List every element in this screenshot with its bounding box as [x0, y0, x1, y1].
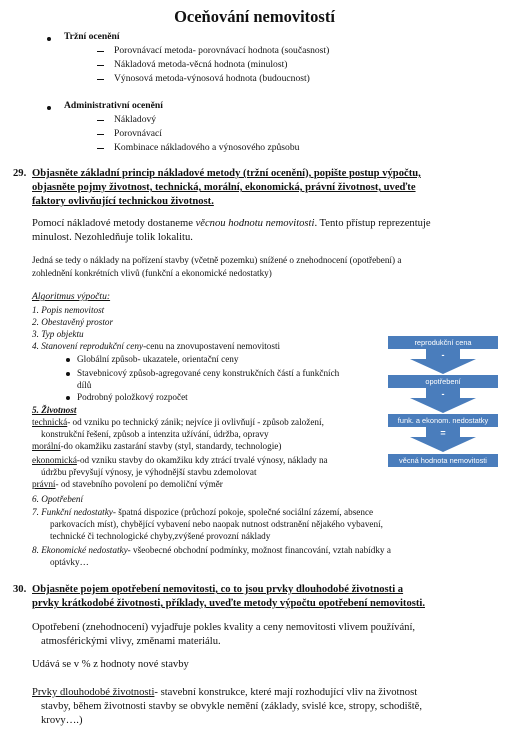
question-number: 29.	[13, 168, 27, 179]
step-bullet: Globální způsob- ukazatele, orientační ceny	[77, 354, 239, 364]
admin-item: Nákladový	[114, 114, 157, 125]
step: technické či technologické chyby,zvýšené provozní náklady	[50, 531, 271, 541]
step: optávky…	[50, 557, 89, 567]
step: 6. Opotřebení	[32, 494, 84, 504]
dash-icon	[97, 51, 104, 52]
bullet-icon	[47, 37, 51, 41]
life-moral: morální-do okamžiku zastarání stavby (styl, standardy, technologie)	[32, 441, 282, 451]
question-29-heading: Objasněte základní princip nákladové metody (tržní ocenění), popište postup výpočtu,	[32, 168, 421, 179]
market-item: Výnosová metoda-výnosová hodnota (budoucnost)	[114, 73, 310, 84]
step: 3. Typ objektu	[32, 329, 84, 339]
step-bullet: Stavebnicový způsob-agregované ceny konstrukčních částí a funkčních	[77, 368, 340, 378]
paragraph: zohlednění konkrétních vlivů (funkční a ekonomické nedostatky)	[32, 268, 272, 278]
bullet-icon	[47, 106, 51, 110]
step: 2. Obestavěný prostor	[32, 317, 114, 327]
flow-box-deficiencies: funk. a ekonom. nedostatky	[388, 414, 498, 427]
question-29-heading: objasněte pojmy životnost, technická, morální, ekonomická, právní životnost, uveďte	[32, 182, 416, 193]
flow-box-property-value: věcná hodnota nemovitosti	[388, 454, 498, 467]
step-bullet: Podrobný položkový rozpočet	[77, 392, 188, 402]
paragraph: Pomocí nákladové metody dostaneme věcnou hodnotu nemovitosti. Tento přístup reprezentuje	[32, 218, 431, 229]
paragraph: Udává se v % z hodnoty nové stavby	[32, 659, 189, 670]
step: 1. Popis nemovitost	[32, 305, 105, 315]
admin-heading: Administrativní ocenění	[64, 100, 163, 111]
flow-operator: =	[440, 428, 446, 438]
paragraph: Opotřebení (znehodnocení) vyjadřuje pokles kvality a ceny nemovitosti vlivem používání,	[32, 622, 416, 633]
paragraph: krovy….)	[41, 715, 83, 726]
admin-item: Porovnávací	[114, 128, 162, 139]
algorithm-heading: Algoritmus výpočtu:	[32, 291, 111, 302]
step-bullet: dílů	[77, 380, 92, 390]
flow-box-depreciation: opotřebení	[388, 375, 498, 388]
life-economic: ekonomická-od vzniku stavby do okamžiku kdy ztrácí trvalé výnosy, náklady na	[32, 455, 328, 465]
step: 4. Stanovení reprodukční ceny-cenu na znovupostavení nemovitosti	[32, 341, 281, 351]
dash-icon	[97, 65, 104, 66]
life-technical: technická- od vzniku po technický zánik; nejvíce ji ovlivňují - způsob založení,	[32, 417, 324, 427]
page-title: Oceňování nemovitostí	[174, 7, 335, 26]
life-economic: údržbu převyšují výnosy, je výhodnější stavbu zdemolovat	[41, 467, 257, 477]
paragraph: minulost. Nezohledňuje tolik lokalitu.	[32, 232, 193, 243]
question-30-heading: Objasněte pojem opotřebení nemovitosti, co to jsou prvky dlouhodobé životnosti a	[32, 584, 404, 595]
step: 7. Funkční nedostatky- špatná dispozice (průchozí pokoje, společné sociální zázemí, absence	[32, 507, 374, 517]
dash-icon	[97, 134, 104, 135]
dash-icon	[97, 79, 104, 80]
paragraph: stavby, během životnosti stavby se obvykle nemění (základy, svislé kce, stropy, schodiště,	[41, 701, 422, 712]
life-legal: právní- od stavebního povolení po demoliční výměr	[32, 479, 223, 489]
flow-operator: -	[441, 350, 445, 360]
question-30-heading: prvky krátkodobé životnosti, příklady, uveďte metody výpočtu opotřebení nemovitosti.	[32, 598, 425, 609]
flow-operator: -	[441, 389, 445, 399]
bullet-icon	[66, 372, 70, 376]
market-item: Nákladová metoda-věcná hodnota (minulost)	[114, 59, 288, 70]
step: 5. Životnost	[32, 405, 77, 415]
market-item: Porovnávací metoda- porovnávací hodnota (současnost)	[114, 45, 330, 56]
market-heading: Tržní ocenění	[64, 31, 120, 42]
flow-box-reproduction-cost: reprodukční cena	[388, 336, 498, 349]
paragraph: atmosférickými vlivy, změnami materiálu.	[41, 636, 221, 647]
admin-item: Kombinace nákladového a výnosového způsobu	[114, 142, 300, 153]
step: parkovacích míst), chybějící vybavení nebo naopak nutnost odstranění nějakého vybavení,	[50, 519, 383, 529]
paragraph: Jedná se tedy o náklady na pořízení stavby (včetně pozemku) snížené o znehodnocení (opotřebení) a	[32, 255, 402, 265]
dash-icon	[97, 120, 104, 121]
bullet-icon	[66, 396, 70, 400]
dash-icon	[97, 148, 104, 149]
question-number: 30.	[13, 584, 27, 595]
bullet-icon	[66, 358, 70, 362]
paragraph: Prvky dlouhodobé životnosti- stavební konstrukce, které mají rozhodující vliv na životnost	[32, 687, 418, 698]
step: 8. Ekonomické nedostatky- všeobecné obchodní podmínky, možnost financování, vztah nabídky a	[32, 545, 391, 555]
life-technical: konstrukční řešení, způsob a intenzita užívání, údržba, opravy	[41, 429, 269, 439]
question-29-heading: faktory ovlivňující technickou životnost.	[32, 196, 214, 207]
